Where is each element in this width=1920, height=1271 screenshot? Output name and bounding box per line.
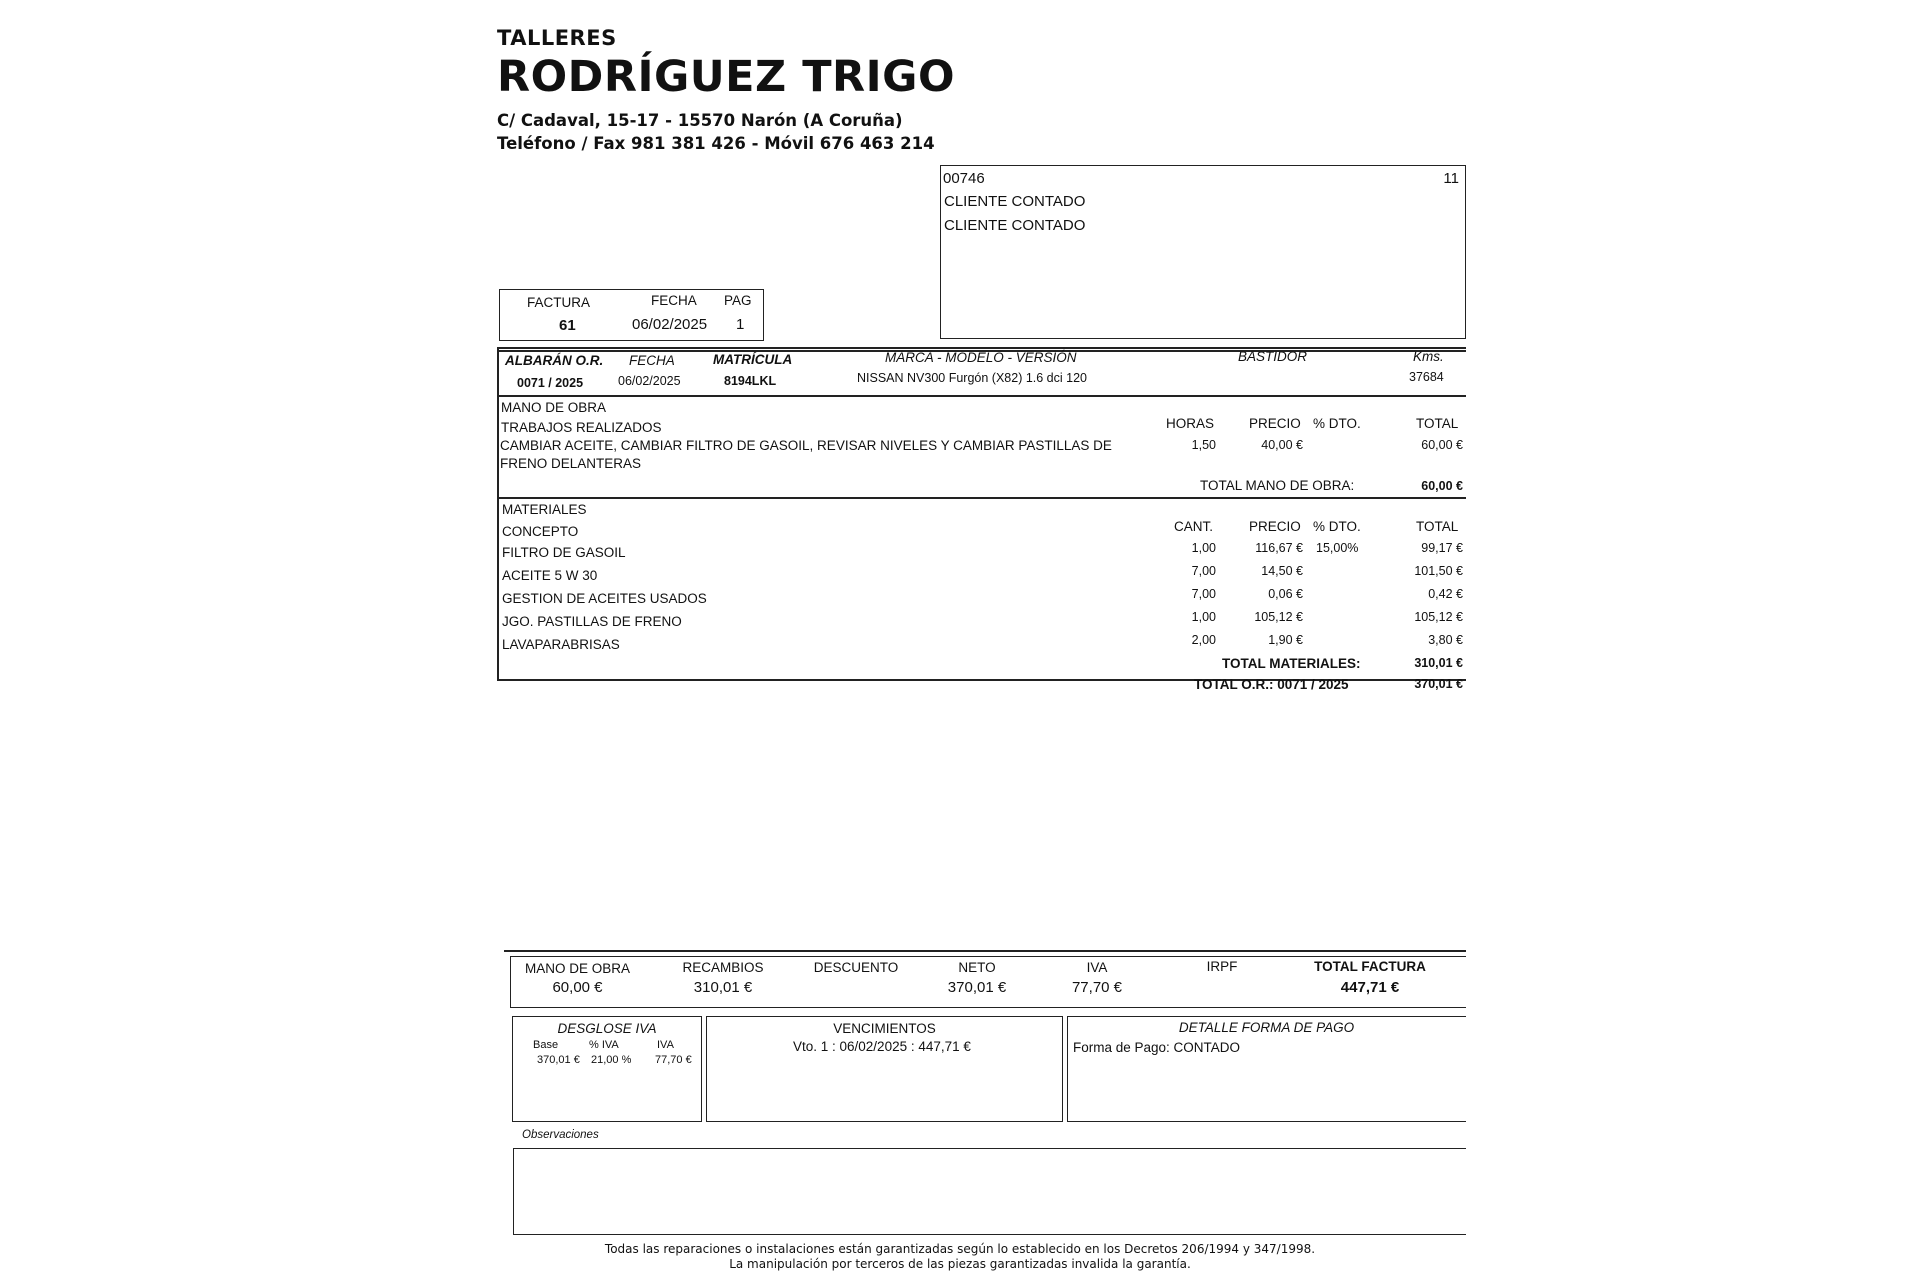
vencimientos-line: Vto. 1 : 06/02/2025 : 447,71 € — [793, 1039, 971, 1054]
summary-irpf-label: IRPF — [1206, 959, 1238, 974]
row-total: 105,12 € — [1414, 610, 1463, 624]
summary-total-value: 447,71 € — [1340, 979, 1400, 996]
labour-description-2: FRENO DELANTERAS — [500, 456, 642, 471]
summary-neto-value: 370,01 € — [947, 979, 1007, 996]
labour-total: 60,00 € — [1421, 438, 1463, 452]
iva-iva-label: IVA — [657, 1039, 674, 1051]
labour-total-value: 60,00 € — [1421, 479, 1463, 493]
company-line1: TALLERES — [497, 26, 617, 50]
fecha-label: FECHA — [651, 293, 697, 308]
row-total: 99,17 € — [1421, 541, 1463, 555]
invoice-date: 06/02/2025 — [632, 316, 708, 333]
row-precio: 1,90 € — [1268, 633, 1303, 647]
vehicle-fecha-label: FECHA — [629, 353, 675, 368]
forma-pago-title: DETALLE FORMA DE PAGO — [1178, 1020, 1355, 1035]
row-cant: 2,00 — [1191, 633, 1216, 647]
observaciones-box — [513, 1148, 1466, 1235]
row-cant: 1,00 — [1191, 541, 1216, 555]
materials-col-dto: % DTO. — [1313, 519, 1361, 534]
iva-pct-value: 21,00 % — [591, 1054, 632, 1066]
observaciones-label: Observaciones — [522, 1129, 599, 1141]
row-cant: 7,00 — [1191, 587, 1216, 601]
row-cant: 7,00 — [1191, 564, 1216, 578]
client-code: 00746 — [943, 170, 985, 187]
factura-number: 61 — [559, 317, 576, 334]
materials-col-precio: PRECIO — [1249, 519, 1301, 534]
factura-label: FACTURA — [527, 295, 591, 310]
vencimientos-box — [706, 1016, 1063, 1122]
row-concepto: LAVAPARABRISAS — [502, 637, 620, 652]
labour-col-total: TOTAL — [1416, 416, 1459, 431]
summary-iva-label: IVA — [1086, 960, 1108, 975]
summary-recambios-label: RECAMBIOS — [682, 960, 764, 975]
labour-description: CAMBIAR ACEITE, CAMBIAR FILTRO DE GASOIL, REVISAR NIVELES Y CAMBIAR PASTILLAS DE — [500, 438, 1112, 453]
summary-total-label: TOTAL FACTURA — [1314, 959, 1426, 974]
forma-pago-box — [1067, 1016, 1466, 1122]
pag-label: PAG — [724, 293, 752, 308]
labour-horas: 1,50 — [1191, 438, 1216, 452]
labour-total-label: TOTAL MANO DE OBRA: — [1200, 478, 1355, 493]
labour-subtitle: TRABAJOS REALIZADOS — [501, 420, 662, 435]
vehicle-date: 06/02/2025 — [618, 374, 681, 388]
row-concepto: FILTRO DE GASOIL — [502, 545, 626, 560]
materials-total-label: TOTAL MATERIALES: — [1222, 656, 1361, 671]
kms-label: Kms. — [1413, 349, 1444, 364]
summary-mano-value: 60,00 € — [552, 979, 603, 996]
iva-base-label: Base — [533, 1039, 559, 1051]
albaran-number: 0071 / 2025 — [517, 376, 584, 390]
row-precio: 14,50 € — [1261, 564, 1303, 578]
row-precio: 0,06 € — [1268, 587, 1303, 601]
order-box — [497, 347, 1466, 681]
materials-col-total: TOTAL — [1416, 519, 1459, 534]
client-number: 11 — [1443, 170, 1459, 187]
forma-pago-line: Forma de Pago: CONTADO — [1073, 1040, 1241, 1055]
labour-col-precio: PRECIO — [1249, 416, 1301, 431]
vehicle-model: NISSAN NV300 Furgón (X82) 1.6 dci 120 — [857, 371, 1087, 385]
iva-breakdown-title: DESGLOSE IVA — [557, 1021, 657, 1036]
summary-recambios-value: 310,01 € — [693, 979, 753, 996]
row-total: 101,50 € — [1414, 564, 1463, 578]
materials-section-title: MATERIALES — [502, 502, 587, 517]
labour-precio: 40,00 € — [1261, 438, 1303, 452]
labour-section-title: MANO DE OBRA — [501, 400, 607, 415]
vehicle-kms: 37684 — [1409, 370, 1444, 384]
iva-breakdown-box — [512, 1016, 702, 1122]
vencimientos-title: VENCIMIENTOS — [833, 1021, 936, 1036]
row-cant: 1,00 — [1191, 610, 1216, 624]
row-concepto: GESTION DE ACEITES USADOS — [502, 591, 707, 606]
summary-mano-label: MANO DE OBRA — [524, 961, 630, 976]
materials-total-value: 310,01 € — [1414, 656, 1463, 670]
client-box — [940, 165, 1466, 339]
iva-iva-value: 77,70 € — [655, 1054, 692, 1066]
summary-iva-value: 77,70 € — [1071, 979, 1123, 996]
page-number: 1 — [736, 316, 745, 333]
row-concepto: JGO. PASTILLAS DE FRENO — [502, 614, 682, 629]
plate-number: 8194LKL — [724, 374, 777, 388]
invoice-box — [499, 289, 764, 341]
labour-col-dto: % DTO. — [1313, 416, 1361, 431]
client-name: CLIENTE CONTADO — [944, 193, 1086, 210]
materials-subtitle: CONCEPTO — [502, 524, 579, 539]
row-total: 3,80 € — [1428, 633, 1463, 647]
iva-base-value: 370,01 € — [537, 1054, 580, 1066]
iva-pct-label: % IVA — [589, 1039, 619, 1051]
footer-manipulation: La manipulación por terceros de las piezas garantizadas invalida la garantía. — [729, 1257, 1191, 1271]
row-precio: 105,12 € — [1254, 610, 1303, 624]
company-name: RODRÍGUEZ TRIGO — [497, 52, 955, 102]
client-name-2: CLIENTE CONTADO — [944, 217, 1086, 234]
marca-label: MARCA - MODELO - VERSIÓN — [885, 350, 1077, 365]
or-total-value: 370,01 € — [1414, 677, 1463, 691]
row-total: 0,42 € — [1428, 587, 1463, 601]
summary-descuento-label: DESCUENTO — [813, 960, 899, 975]
materials-col-cant: CANT. — [1174, 519, 1214, 534]
row-concepto: ACEITE 5 W 30 — [502, 568, 598, 583]
company-phones: Teléfono / Fax 981 381 426 - Móvil 676 463 214 — [497, 134, 935, 153]
labour-col-horas: HORAS — [1166, 416, 1215, 431]
company-address: C/ Cadaval, 15-17 - 15570 Narón (A Coruña) — [497, 111, 903, 130]
summary-neto-label: NETO — [958, 960, 996, 975]
matricula-label: MATRÍCULA — [713, 352, 793, 367]
footer-warranty: Todas las reparaciones o instalaciones están garantizadas según lo establecido en los Decretos 206/1994 y 347/1998. — [604, 1242, 1316, 1256]
or-total-label: TOTAL O.R.: 0071 / 2025 — [1194, 677, 1349, 692]
bastidor-label: BASTIDOR — [1238, 349, 1308, 364]
albaran-label: ALBARÁN O.R. — [505, 353, 604, 368]
row-dto: 15,00% — [1316, 541, 1359, 555]
row-precio: 116,67 € — [1255, 541, 1303, 555]
